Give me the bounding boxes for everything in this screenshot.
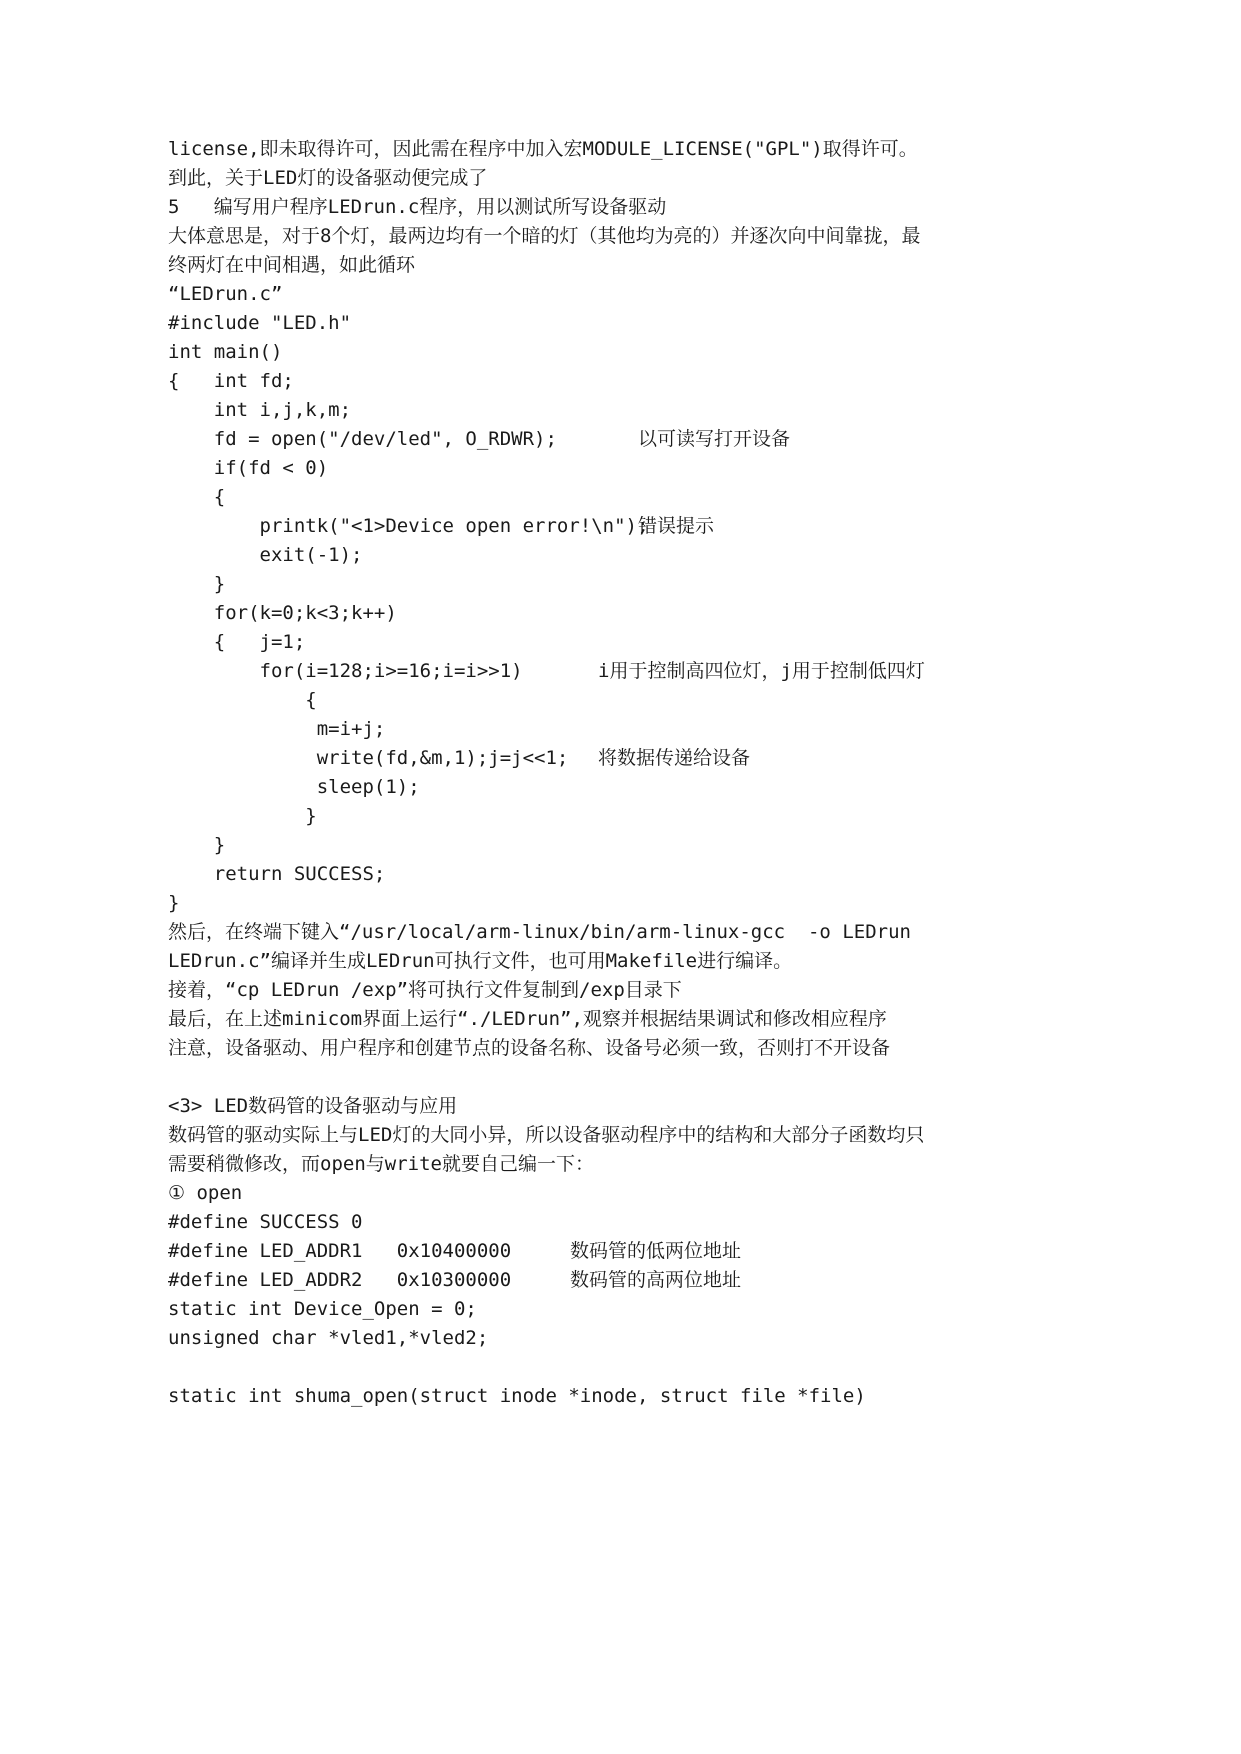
code-line: #define SUCCESS 0	[168, 1211, 363, 1233]
text-line: 注意，设备驱动、用户程序和创建节点的设备名称、设备号必须一致，否则打不开设备	[168, 1037, 891, 1059]
code-line: }	[168, 892, 180, 914]
code-line: m=i+j;	[168, 718, 386, 740]
text-line: ① open	[168, 1182, 243, 1204]
code-line: {	[168, 689, 317, 711]
code-line: unsigned char *vled1,*vled2;	[168, 1327, 489, 1349]
code-line: {	[168, 486, 226, 508]
code-line: static int shuma_open(struct inode *inode, struct file *file)	[168, 1385, 866, 1407]
code-line: static int Device_Open = 0;	[168, 1298, 477, 1320]
code-line: int main()	[168, 341, 283, 363]
code-line: int i,j,k,m;	[168, 399, 352, 421]
code-line: }	[168, 834, 226, 856]
code-line: { j=1;	[168, 631, 306, 653]
section-heading: <3> LED数码管的设备驱动与应用	[168, 1095, 458, 1117]
text-line: 最后，在上述minicom界面上运行“./LEDrun”,观察并根据结果调试和修改相应程序	[168, 1008, 887, 1030]
text-line: 到此，关于LED灯的设备驱动便完成了	[168, 167, 488, 189]
text-line: 然后，在终端下键入“/usr/local/arm-linux/bin/arm-linux-gcc -o LEDrun	[168, 921, 911, 943]
text-line: license,即未取得许可，因此需在程序中加入宏MODULE_LICENSE("GPL")取得许可。	[168, 138, 918, 160]
code-line: }	[168, 805, 317, 827]
code-line: for(k=0;k<3;k++)	[168, 602, 397, 624]
code-comment: i用于控制高四位灯，j用于控制低四灯	[598, 660, 925, 682]
code-line: #define LED_ADDR2 0x10300000	[168, 1269, 512, 1291]
text-line: 需要稍微修改，而open与write就要自己编一下：	[168, 1153, 594, 1175]
code-line: exit(-1);	[168, 544, 363, 566]
file-title: “LEDrun.c”	[168, 283, 283, 305]
section-heading: 5 编写用户程序LEDrun.c程序，用以测试所写设备驱动	[168, 196, 667, 218]
text-line: 终两灯在中间相遇，如此循环	[168, 254, 416, 276]
code-line: { int fd;	[168, 370, 294, 392]
code-comment: 以可读写打开设备	[638, 428, 791, 450]
code-comment: 数码管的低两位地址	[570, 1240, 742, 1262]
code-line: #define LED_ADDR1 0x10400000	[168, 1240, 512, 1262]
code-line: for(i=128;i>=16;i=i>>1)	[168, 660, 523, 682]
code-comment: 将数据传递给设备	[598, 747, 751, 769]
text-line: 大体意思是，对于8个灯，最两边均有一个暗的灯（其他均为亮的）并逐次向中间靠拢，最	[168, 225, 921, 247]
text-line: 数码管的驱动实际上与LED灯的大同小异，所以设备驱动程序中的结构和大部分子函数均只	[168, 1124, 925, 1146]
code-line: if(fd < 0)	[168, 457, 329, 479]
code-line: printk("<1>Device open error!\n");	[168, 515, 649, 537]
code-line: sleep(1);	[168, 776, 420, 798]
text-line: 接着，“cp LEDrun /exp”将可执行文件复制到/exp目录下	[168, 979, 682, 1001]
code-comment: 数码管的高两位地址	[570, 1269, 742, 1291]
code-line: #include "LED.h"	[168, 312, 352, 334]
code-comment: 错误提示	[638, 515, 715, 537]
code-line: write(fd,&m,1);j=j<<1;	[168, 747, 569, 769]
text-line: LEDrun.c”编译并生成LEDrun可执行文件，也可用Makefile进行编译。	[168, 950, 793, 972]
code-line: }	[168, 573, 226, 595]
code-line: return SUCCESS;	[168, 863, 386, 885]
code-line: fd = open("/dev/led", O_RDWR);	[168, 428, 557, 450]
